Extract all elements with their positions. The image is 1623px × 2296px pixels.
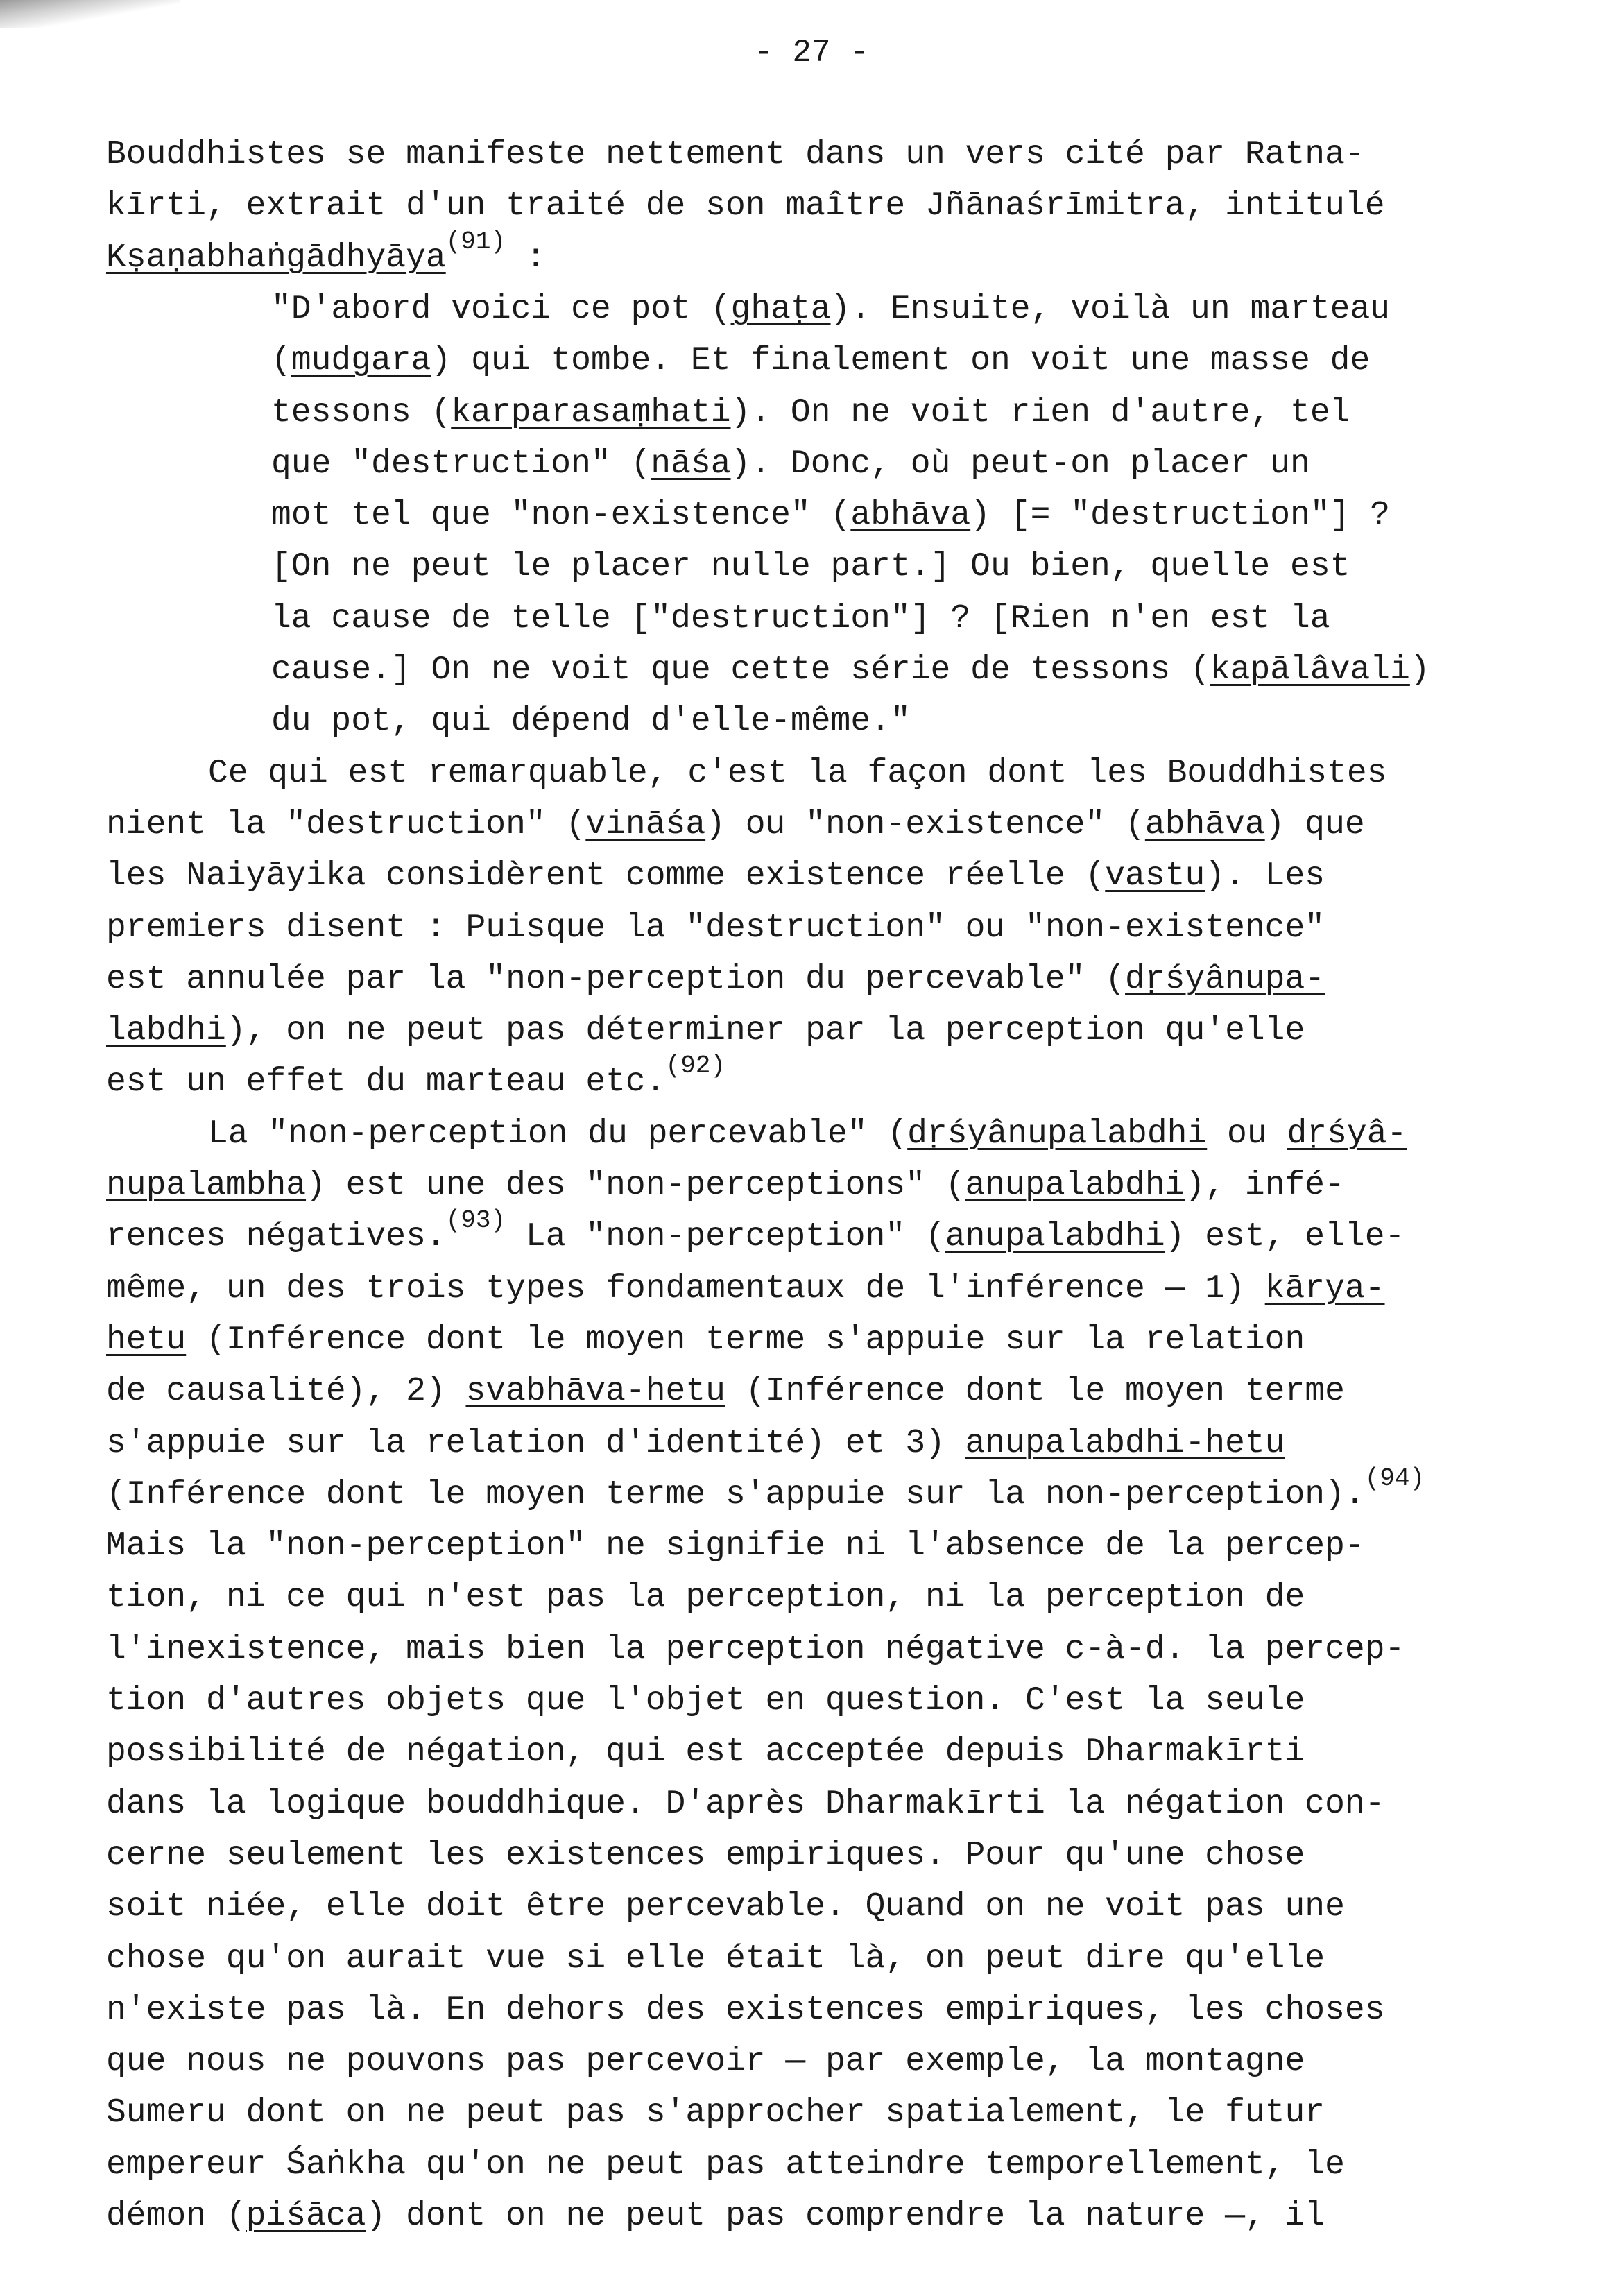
- underlined-term: vastu: [1105, 857, 1205, 896]
- text-run: premiers disent : Puisque la "destruction" ou "non-existence": [106, 909, 1325, 947]
- text-line: [106, 1366, 1345, 1417]
- underlined-term: dṛśyâ-: [1287, 1115, 1407, 1153]
- text-run: l'inexistence, mais bien la perception négative c-à-d. la percep-: [106, 1630, 1405, 1668]
- underlined-term: Kṣaṇabhaṅgādhyāya: [106, 239, 446, 277]
- text-run: les Naiyāyika considèrent comme existence réelle (: [106, 857, 1106, 896]
- text-line: [106, 1881, 1345, 1933]
- text-run: du pot, qui dépend d'elle-même.": [271, 703, 911, 741]
- underlined-term: karparasaṃhati: [451, 393, 731, 431]
- text-line: [106, 1727, 1305, 1778]
- text-line: [106, 1624, 1405, 1675]
- text-run: soit niée, elle doit être percevable. Quand on ne voit pas une: [106, 1888, 1345, 1926]
- text-run: ) ou "non-existence" (: [705, 805, 1145, 843]
- underlined-term: nupalambha: [106, 1167, 307, 1204]
- text-line: [106, 1464, 1425, 1520]
- text-run: ). Donc, où peut-on placer un: [730, 445, 1310, 483]
- text-run: tion, ni ce qui n'est pas la perception, ni la perception de: [106, 1579, 1305, 1617]
- text-run: nient la "destruction" (: [106, 805, 586, 843]
- footnote-reference: (93): [445, 1206, 506, 1235]
- text-line: [106, 2087, 1325, 2139]
- text-line: [271, 541, 1350, 592]
- underlined-term: kārya-: [1264, 1269, 1385, 1308]
- text-run: Bouddhistes se manifeste nettement dans un vers cité par Ratna-: [106, 136, 1365, 173]
- text-line: [106, 1572, 1305, 1623]
- text-line: [106, 1052, 725, 1108]
- text-run: ) est, elle-: [1165, 1218, 1405, 1256]
- text-line: [271, 438, 1310, 490]
- underlined-term: nāśa: [651, 445, 731, 483]
- text-line: [106, 1985, 1385, 2036]
- text-line: [271, 593, 1330, 644]
- underlined-term: svabhāva-hetu: [465, 1373, 725, 1411]
- text-run: s'appuie sur la relation d'identité) et 3): [106, 1424, 965, 1462]
- underlined-term: anupalabdhi: [945, 1218, 1165, 1256]
- text-line: [271, 335, 1370, 386]
- text-line: [106, 2191, 1325, 2242]
- text-run: Ce qui est remarquable, c'est la façon dont les Bouddhistes: [208, 754, 1387, 792]
- text-run: que "destruction" (: [271, 445, 651, 483]
- text-run: ). Ensuite, voilà un marteau: [830, 290, 1391, 328]
- underlined-term: abhāva: [1144, 805, 1265, 843]
- text-run: cerne seulement les existences empiriques. Pour qu'une chose: [106, 1836, 1305, 1874]
- text-line: [106, 1933, 1325, 1985]
- text-run: de causalité), 2): [106, 1373, 466, 1411]
- text-run: ) que: [1264, 805, 1365, 843]
- text-line: [106, 1160, 1345, 1211]
- text-run: possibilité de négation, qui est acceptée depuis Dharmakīrti: [106, 1733, 1305, 1772]
- text-run: empereur Śaṅkha qu'on ne peut pas atteindre temporellement, le: [106, 2145, 1345, 2184]
- underlined-term: abhāva: [850, 497, 971, 535]
- underlined-term: ghaṭa: [730, 290, 831, 328]
- text-run: (Inférence dont le moyen terme s'appuie sur la non-perception).: [106, 1475, 1365, 1514]
- underlined-term: anupalabdhi: [965, 1167, 1185, 1204]
- text-run: (Inférence dont le moyen terme: [725, 1373, 1345, 1411]
- text-line: [106, 902, 1325, 954]
- underlined-term: labdhi: [106, 1012, 226, 1050]
- text-run: ). On ne voit rien d'autre, tel: [730, 393, 1350, 431]
- underlined-term: piśāca: [246, 2198, 366, 2235]
- text-run: ou: [1207, 1115, 1287, 1153]
- text-run: Sumeru dont on ne peut pas s'approcher spatialement, le futur: [106, 2094, 1325, 2132]
- text-line: [106, 129, 1365, 180]
- text-run: rences négatives.: [106, 1218, 446, 1256]
- text-run: :: [506, 239, 546, 277]
- text-run: tessons (: [271, 393, 452, 431]
- text-run: Mais la "non-perception" ne signifie ni l'absence de la percep-: [106, 1527, 1365, 1566]
- text-line: [106, 1830, 1305, 1881]
- text-run: ) dont on ne peut pas comprendre la nature —, il: [366, 2198, 1325, 2235]
- underlined-term: vināśa: [585, 805, 706, 843]
- text-line: [106, 1779, 1385, 1830]
- text-line: [106, 2139, 1345, 2191]
- text-run: ), infé-: [1185, 1167, 1345, 1204]
- text-run: dans la logique bouddhique. D'après Dharmakīrti la négation con-: [106, 1785, 1385, 1823]
- text-run: la cause de telle ["destruction"] ? [Rien n'en est la: [271, 599, 1330, 637]
- underlined-term: mudgara: [291, 342, 431, 380]
- text-line: [106, 1263, 1385, 1314]
- text-run: n'existe pas là. En dehors des existences empiriques, les choses: [106, 1991, 1385, 2029]
- scan-smudge: [0, 0, 180, 28]
- text-run: ): [1409, 651, 1430, 689]
- text-run: (: [271, 342, 291, 380]
- text-line: [106, 799, 1365, 850]
- text-run: ) [= "destruction"] ?: [970, 497, 1391, 535]
- text-run: (Inférence dont le moyen terme s'appuie sur la relation: [186, 1321, 1305, 1359]
- text-run: ) est une des "non-perceptions" (: [306, 1167, 965, 1204]
- text-run: La "non-perception" (: [506, 1218, 945, 1256]
- text-line: [271, 284, 1390, 335]
- text-line: [271, 644, 1430, 696]
- underlined-term: anupalabdhi-hetu: [965, 1424, 1285, 1462]
- text-run: est annulée par la "non-perception du percevable" (: [106, 960, 1126, 998]
- text-run: ). Les: [1205, 857, 1325, 896]
- text-line: [106, 180, 1385, 232]
- underlined-term: hetu: [106, 1321, 187, 1359]
- text-run: kīrti, extrait d'un traité de son maître Jñānaśrīmitra, intitulé: [106, 187, 1385, 225]
- text-run: "D'abord voici ce pot (: [271, 290, 731, 328]
- text-run: tion d'autres objets que l'objet en question. C'est la seule: [106, 1682, 1305, 1720]
- text-line: [271, 387, 1350, 438]
- text-line: [106, 1314, 1305, 1366]
- text-run: La "non-perception du percevable" (: [208, 1115, 908, 1153]
- underlined-term: dṛśyânupa-: [1125, 960, 1325, 998]
- text-line: [271, 490, 1390, 541]
- footnote-reference: (91): [445, 227, 506, 256]
- text-line: [106, 1418, 1285, 1469]
- text-line: [106, 1206, 1405, 1262]
- text-run: que nous ne pouvons pas percevoir — par exemple, la montagne: [106, 2043, 1305, 2081]
- text-line: [208, 1108, 1407, 1160]
- text-run: est un effet du marteau etc.: [106, 1063, 666, 1102]
- text-line: [106, 227, 546, 284]
- text-run: même, un des trois types fondamentaux de l'inférence — 1): [106, 1269, 1265, 1308]
- text-run: ) qui tombe. Et finalement on voit une masse de: [431, 342, 1371, 380]
- text-run: [On ne peut le placer nulle part.] Ou bien, quelle est: [271, 548, 1350, 586]
- text-line: [208, 748, 1386, 799]
- text-run: chose qu'on aurait vue si elle était là, on peut dire qu'elle: [106, 1939, 1325, 1978]
- text-run: mot tel que "non-existence" (: [271, 497, 851, 535]
- underlined-term: dṛśyânupalabdhi: [907, 1115, 1208, 1153]
- text-line: [271, 696, 911, 747]
- page-number: - 27 -: [754, 35, 869, 71]
- footnote-reference: (92): [665, 1052, 725, 1081]
- text-line: [106, 1675, 1305, 1727]
- underlined-term: kapālâvali: [1210, 651, 1410, 689]
- text-line: [106, 1005, 1305, 1056]
- text-line: [106, 954, 1325, 1005]
- text-line: [106, 1520, 1365, 1572]
- text-line: [106, 850, 1325, 902]
- text-run: cause.] On ne voit que cette série de tessons (: [271, 651, 1210, 689]
- text-line: [106, 2036, 1305, 2087]
- text-run: ), on ne peut pas déterminer par la perception qu'elle: [225, 1012, 1305, 1050]
- footnote-reference: (94): [1364, 1464, 1425, 1493]
- text-run: démon (: [106, 2198, 246, 2235]
